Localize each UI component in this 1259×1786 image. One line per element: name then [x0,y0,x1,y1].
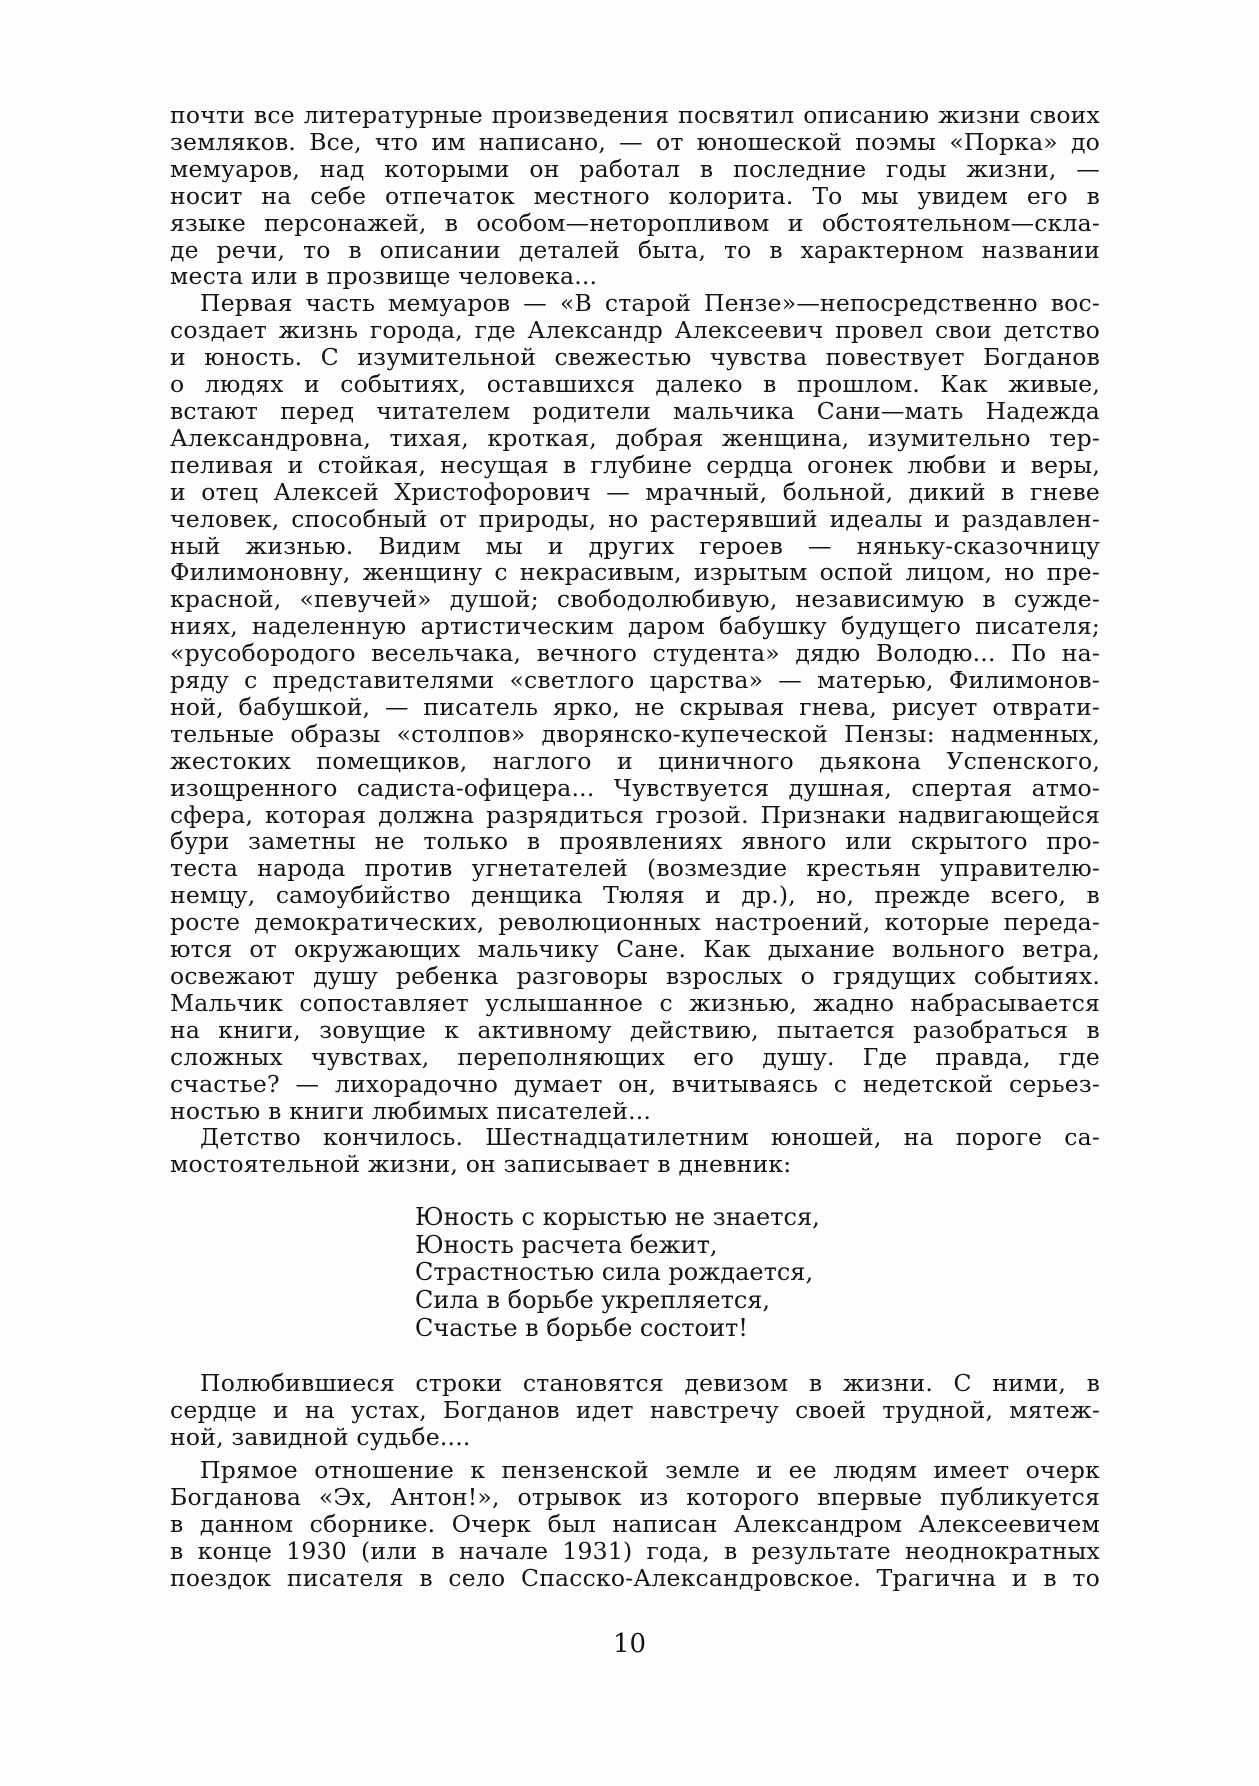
text-line: тельные образы «столпов» дворянско-купеческой Пензы: надменных, [170,719,1100,748]
text-line: человек, способный от природы, но растерявший идеалы и раздавлен- [170,504,1100,533]
verse-epigraph [415,1204,1100,1342]
text-line: красной, «певучей» душой; свободолюбивую, независимую в сужде- [170,585,1100,614]
text-line: мемуаров, над которыми он работал в последние годы жизни, — [170,154,1100,183]
text-line: Детство кончилось. Шестнадцатилетним юношей, на пороге са- [200,1123,1100,1152]
text-line: ниях, наделенную артистическим даром бабушку будущего писателя; [170,612,1100,641]
text-line: ряду с представителями «светлого царства» — матерью, Филимонов- [170,666,1100,695]
text-line: Прямое отношение к пензенской земле и ее людям имеет очерк [200,1455,1100,1484]
text-line: в данном сборнике. Очерк был написан Александром Алексеевичем [170,1509,1100,1538]
text-line: Полюбившиеся строки становятся девизом в жизни. С ними, в [200,1369,1100,1398]
text-line: освежают душу ребенка разговоры взрослых о грядущих событиях. [170,962,1100,990]
text-line: ются от окружающих мальчику Сане. Как дыхание вольного ветра, [170,935,1100,964]
text-line: ностью в книги любимых писателей... [170,1096,652,1125]
page-text [170,102,1100,1591]
verse-line: Сила в борьбе укрепляется, [415,1286,771,1315]
text-line: встают перед читателем родители мальчика Сани—мать Надежда [170,396,1100,425]
text-line: носит на себе отпечаток местного колорита. То мы увидем его в [170,181,1100,210]
text-line: на книги, зовущие к активному действию, пытается разобраться в [170,1015,1100,1044]
text-line: ной, бабушкой, — писатель ярко, не скрывая гнева, рисует отврати- [170,692,1100,721]
paragraph-5 [170,1457,1100,1592]
text-line: Мальчик сопоставляет услышанное с жизнью, жадно набрасывается [170,988,1100,1017]
text-line: языке персонажей, в особом—неторопливом и обстоятельном—скла- [170,208,1100,237]
text-line: сфера, которая должна разрядиться грозой. Признаки надвигающейся [170,800,1100,829]
paragraph-3 [170,1124,1100,1178]
text-line: поездок писателя в село Спасско-Александровское. Трагична и в то [170,1563,1100,1592]
paragraph-2 [170,290,1100,1124]
text-line: бури заметны не только в проявлениях явного или скрытого про- [170,827,1100,856]
text-line: и юность. С изумительной свежестью чувства повествует Богданов [170,343,1100,372]
text-line: Александровна, тихая, кроткая, добрая женщина, изумительно тер- [170,423,1100,452]
text-line: немцу, самоубийство денщика Тюляя и др.), но, прежде всего, в [170,881,1100,910]
text-line: де речи, то в описании деталей быта, то в характерном названии [170,235,1100,264]
text-line: Филимоновну, женщину с некрасивым, изрытым оспой лицом, но пре- [170,558,1100,587]
paragraph-1 [170,102,1100,290]
text-line: изощренного садиста-офицера... Чувствуется душная, спертая атмо- [170,773,1100,802]
text-line: пеливая и стойкая, несущая в глубине сердца огонек любви и веры, [170,450,1100,479]
text-line: «русобородого весельчака, вечного студента» дядю Володю... По на- [170,639,1100,668]
verse-line: Юность с корыстью не знается, [415,1203,820,1232]
verse-line: Юность расчета бежит, [415,1230,718,1259]
text-line: сердце и на устах, Богданов идет навстречу своей трудной, мятеж- [170,1396,1100,1425]
text-line: теста народа против угнетателей (возмездие крестьян управителю- [170,854,1100,883]
text-line: в конце 1930 (или в начале 1931) года, в результате неоднократных [170,1536,1100,1565]
text-line: счастье? — лихорадочно думает он, вчитываясь с недетской серьез- [170,1069,1100,1098]
text-line: о людях и событиях, оставшихся далеко в прошлом. Как живые, [170,370,1100,399]
text-line: мостоятельной жизни, он записывает в дневник: [170,1150,792,1179]
text-line: Богданова «Эх, Антон!», отрывок из которого впервые публикуется [170,1482,1100,1511]
text-line: жестоких помещиков, наглого и циничного дьякона Успенского, [170,746,1100,775]
text-line: ный жизнью. Видим мы и других героев — няньку-сказочницу [170,531,1100,560]
text-line: и отец Алексей Христофорович — мрачный, больной, дикий в гневе [170,477,1100,506]
text-line: Первая часть мемуаров — «В старой Пензе»—непосредственно вос- [200,289,1100,318]
text-line: росте демократических, революционных настроений, которые переда- [170,908,1100,937]
verse-line: Страстностью сила рождается, [415,1258,814,1287]
text-line: земляков. Все, что им написано, — от юношеской поэмы «Порка» до [170,127,1100,156]
text-line: почти все литературные произведения посвятил описанию жизни своих [170,101,1100,129]
text-line: создает жизнь города, где Александр Алексеевич провел свои детство [170,316,1100,345]
verse-line: Счастье в борьбе состоит! [415,1313,748,1342]
text-line: ной, завидной судьбе.... [170,1423,471,1452]
page-number: 10 [612,1629,647,1659]
paragraph-4 [170,1370,1100,1451]
text-line: сложных чувствах, переполняющих его душу. Где правда, где [170,1042,1100,1071]
text-line: места или в прозвище человека... [170,262,598,291]
